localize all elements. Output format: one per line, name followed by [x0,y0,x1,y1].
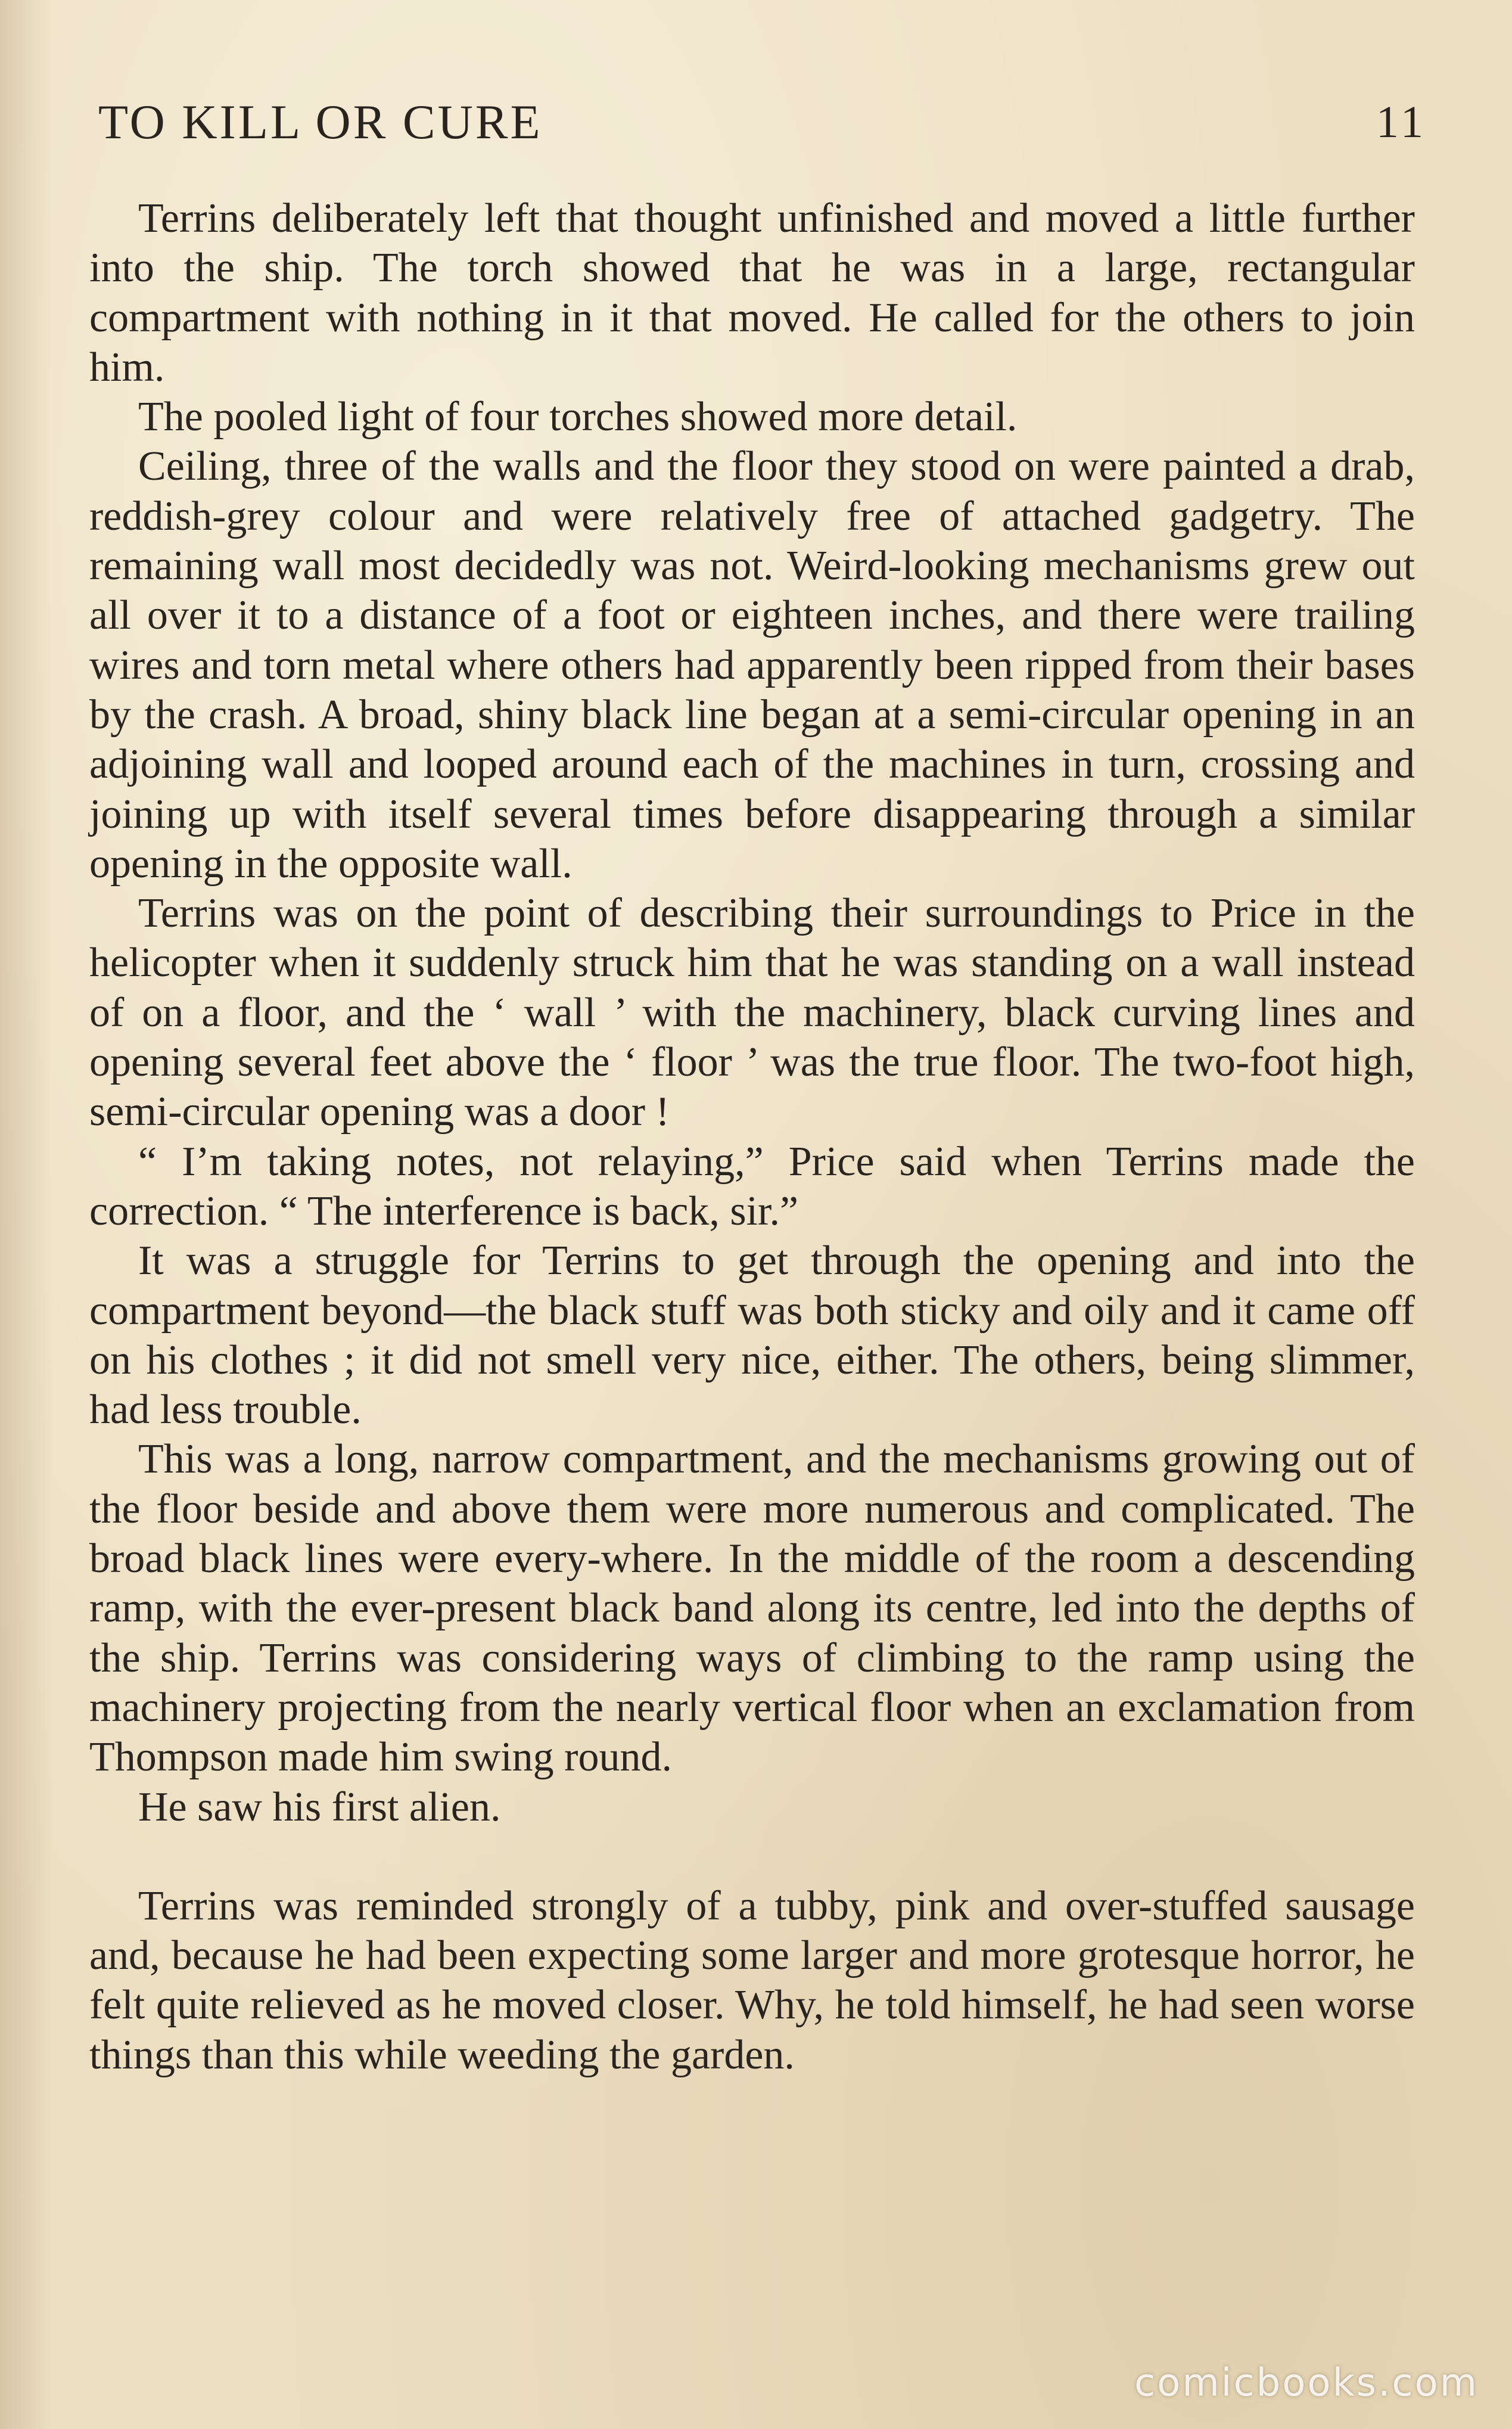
paragraph: It was a struggle for Terrins to get through the opening and into the compartment beyond—the black stuff was both sticky and oily and it came off on his clothes ; it did not smell very nice, either. The others, being slimmer, had less trouble. [89,1238,1415,1433]
paragraph: The pooled light of four torches showed more detail. [138,394,1018,440]
paragraph: He saw his first alien. [138,1784,501,1830]
page-header [98,89,1427,155]
paragraph: This was a long, narrow compartment, and the mechanisms growing out of the floor beside and above them were more numerous and complicated. The broad black lines were every-where. In the middle of the room a descending ramp, with the ever-present black band along its centre, led into the depths of the ship. Terrins was considering ways of climbing to the ramp using the machinery projecting from the nearly vertical floor when an exclamation from Thompson made him swing round. [89,1436,1415,1781]
paragraph: Terrins was reminded strongly of a tubby, pink and over-stuffed sausage and, because he had been expecting some larger and more grotesque horror, he felt quite relieved as he moved closer. Why, he told himself, he had seen worse things than this while weeding the garden. [89,1883,1415,2078]
running-title: TO KILL OR CURE [98,95,543,149]
page-number: 11 [1376,97,1427,147]
section-break [89,1832,1415,1881]
paragraph: “ I’m taking notes, not relaying,” Price said when Terrins made the correction. “ The interference is back, sir.” [89,1138,1415,1234]
paragraph: Ceiling, three of the walls and the floor they stood on were painted a drab, reddish-grey colour and were relatively free of attached gadgetry. The remaining wall most decidedly was not. Weird-looking mechanisms grew out all over it to a distance of a foot or eighteen inches, and there were trailing wires and torn metal where others had apparently been ripped from their bases by the crash. A broad, shiny black line began at a semi-circular opening in an adjoining wall and looped around each of the machines in turn, crossing and joining up with itself several times before disappearing through a similar opening in the opposite wall. [89,443,1415,887]
paragraph: Terrins deliberately left that thought unfinished and moved a little further into the ship. The torch showed that he was in a large, rectangular compartment with nothing in it that moved. He called for the others to join him. [89,195,1415,390]
paragraph: Terrins was on the point of describing their surroundings to Price in the helicopter when it suddenly struck him that he was standing on a wall instead of on a floor, and the ‘ wall ’ with the machinery, black curving lines and opening several feet above the ‘ floor ’ was the true floor. The two-foot high, semi-circular opening was a door ! [89,890,1415,1135]
body-text [89,194,1415,2080]
page-gutter-shadow [0,0,54,2429]
watermark: comicbooks.com [1134,2361,1479,2405]
